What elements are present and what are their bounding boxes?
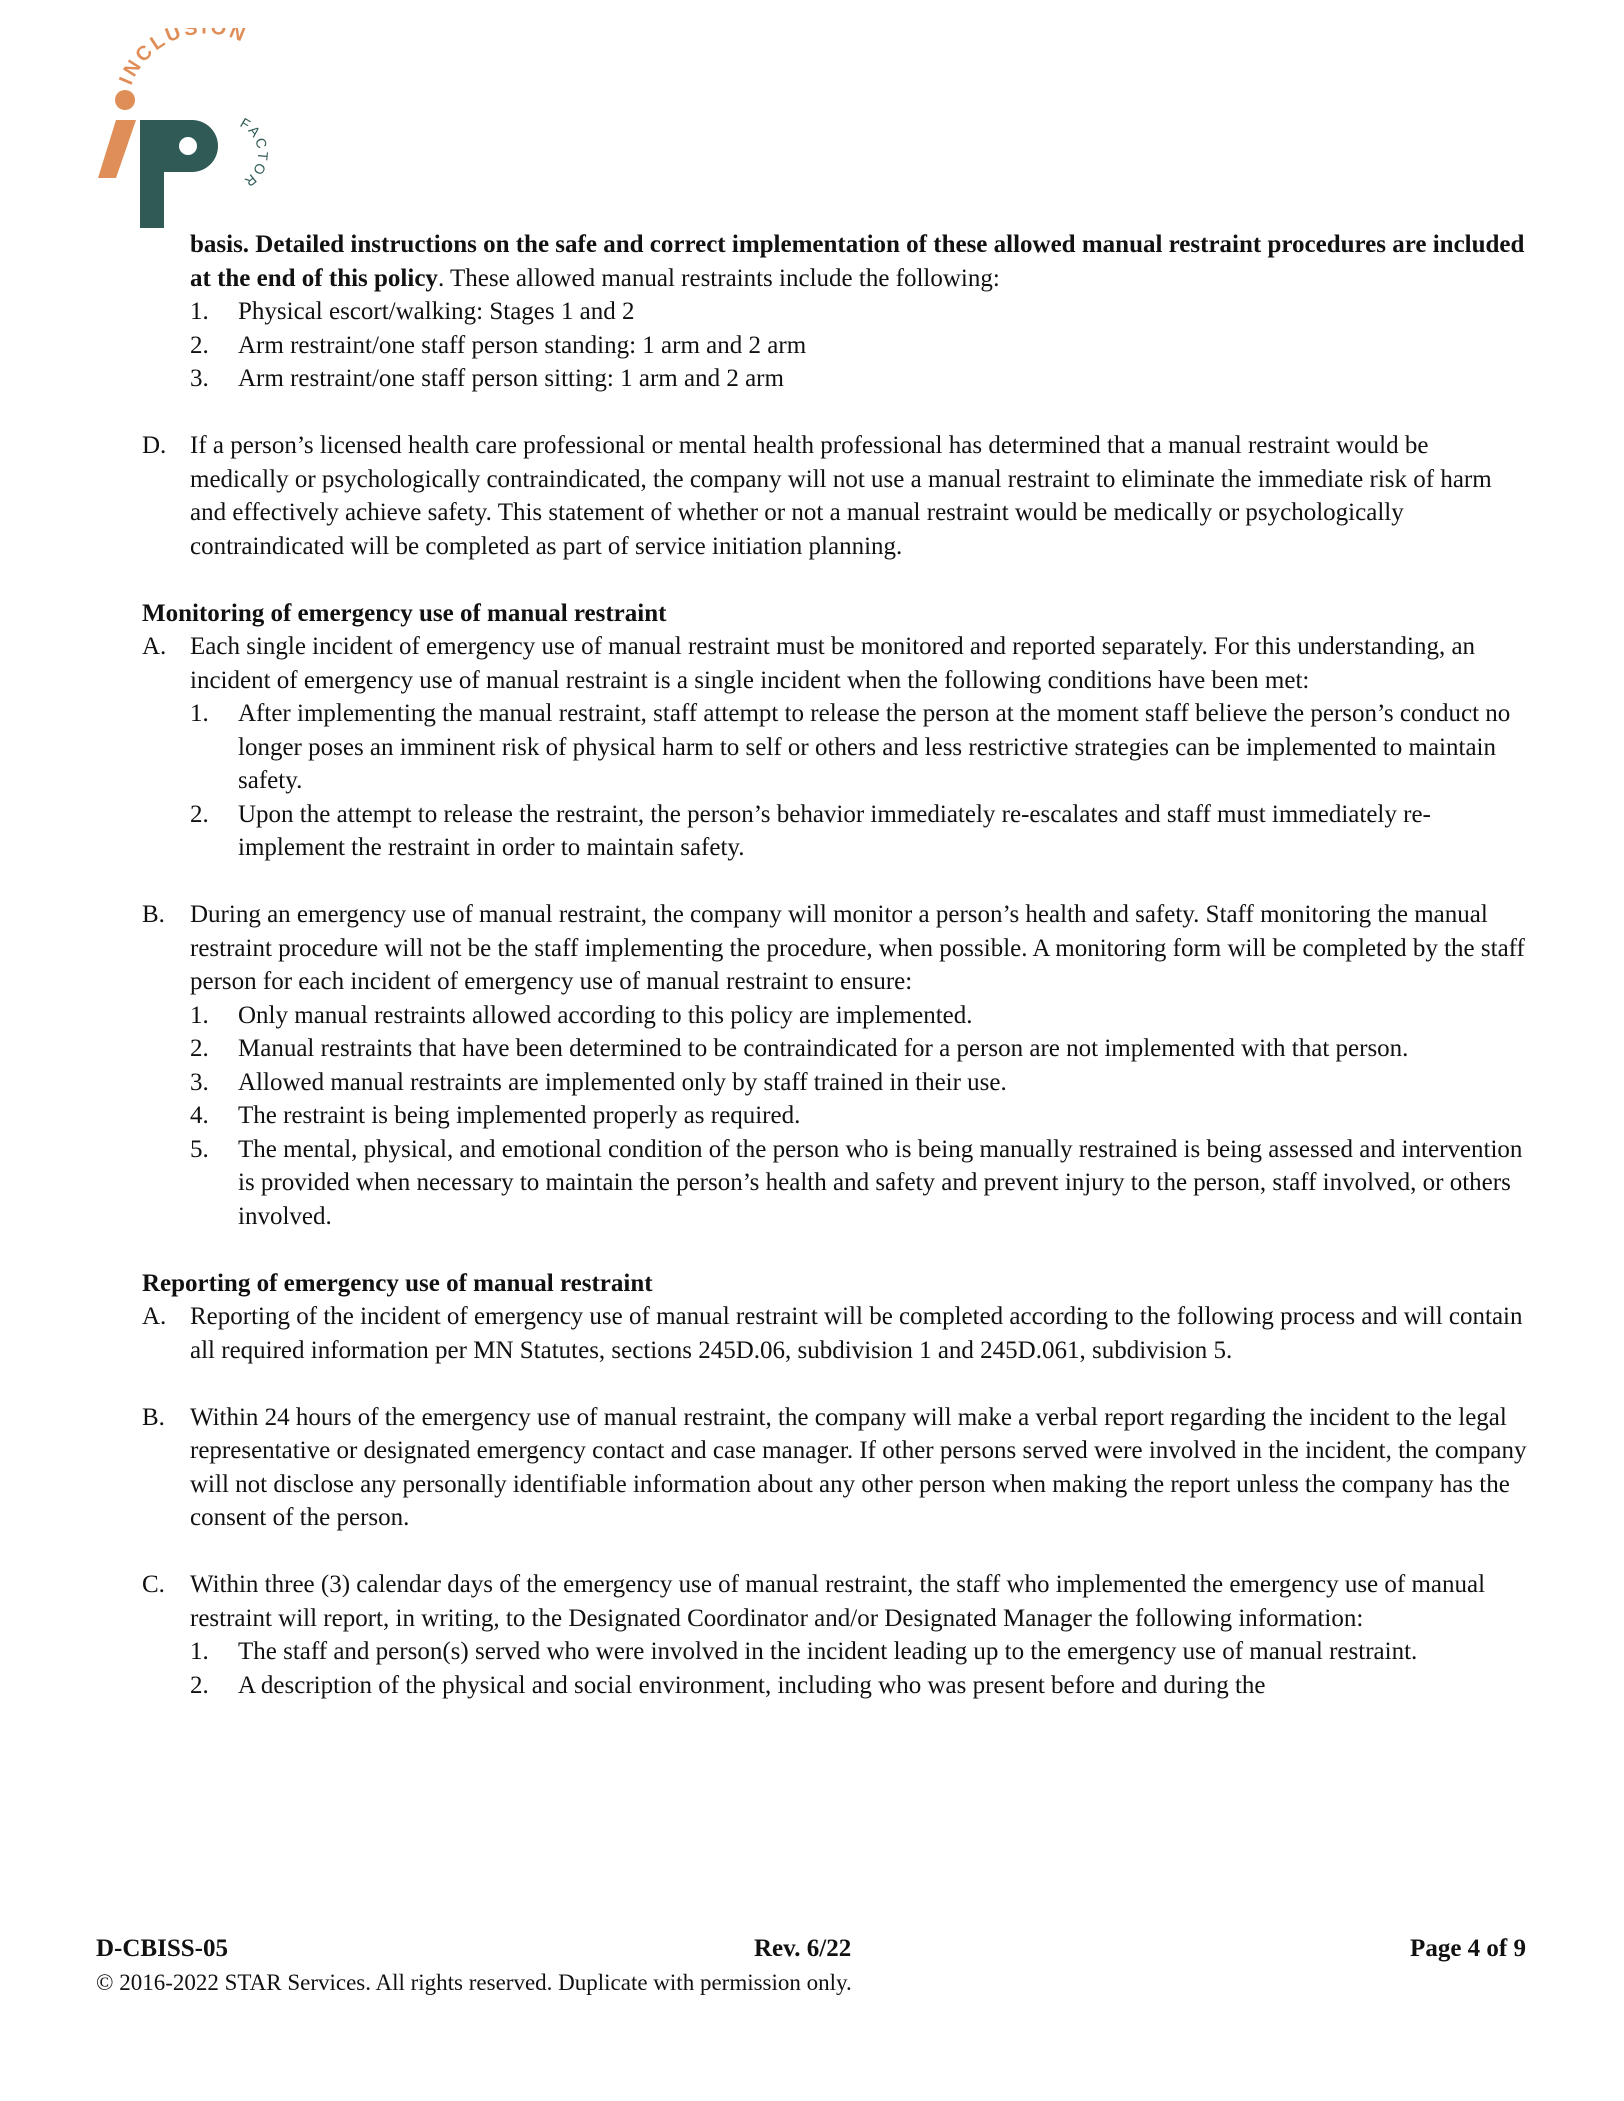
- list-item: 2. Manual restraints that have been determined to be contraindicated for a person are not implemented with that person.: [190, 1035, 1409, 1062]
- logo-dot: [115, 90, 135, 110]
- logo-text-top: INCLUS ON: [115, 28, 251, 88]
- reporting-a: A. Reporting of the incident of emergency use of manual restraint will be completed according to the following process and will contain all required information per MN Statutes, sections 245D.06, subdivision 1 and 245D.061, subdivision 5.: [142, 1303, 1523, 1364]
- intro-text: . These allowed manual restraints include the following:: [437, 264, 1000, 292]
- logo-i-stem: [98, 120, 136, 178]
- svg-text:FACTOR: [238, 114, 272, 191]
- allowed-restraints-list: [190, 295, 1530, 396]
- intro-bold: basis. Detailed instructions on the safe and correct implementation of these allowed manual restraint procedures are included at the end of this policy: [190, 231, 1525, 292]
- list-item: 2. Arm restraint/one staff person standing: 1 arm and 2 arm: [190, 331, 807, 359]
- logo-text-side: FACTOR: [237, 114, 272, 192]
- copyright-notice: © 2016-2022 STAR Services. All rights reserved. Duplicate with permission only.: [96, 1970, 852, 1995]
- list-item: 5. The mental, physical, and emotional condition of the person who is being manually restrained is being assessed and intervention is provided when necessary to maintain the person’s health and safety and prevent injury to the person, staff involved, or others involved.: [190, 1135, 1523, 1230]
- intro-paragraph: [190, 228, 1530, 295]
- list-item: 3. Allowed manual restraints are implemented only by staff trained in their use.: [190, 1068, 1007, 1096]
- reporting-c-list: [190, 1635, 1530, 1702]
- monitoring-a: A. Each single incident of emergency use of manual restraint must be monitored and reported separately. For this understanding, an incident of emergency use of manual restraint is a single incident when the following conditions have been met: 1. After implementing the manual restraint, staff attempt to release the person at the moment staff believe the person’s conduct no longer poses an imminent risk of physical harm to self or others and less restrictive strategies can be implemented to maintain safety. 2. Upon the attempt to release the restraint, the person’s behavior immediately re-escalates and staff must immediately re-implement the restraint in order to maintain safety.: [142, 630, 1530, 865]
- document-id: D-CBISS-05: [96, 1935, 228, 1962]
- monitoring-b: B. During an emergency use of manual restraint, the company will monitor a person’s health and safety. Staff monitoring the manual restraint procedure will not be the staff implementing the procedure, when possible. A monitoring form will be completed by the staff person for each incident of emergency use of manual restraint to ensure: 1. Only manual restraints allowed according to this policy are implemented. 2. Manual restraints that have been determined to be contraindicated for a person are not implemented with that person. 3. Allowed manual restraints are implemented only by staff trained in their use. 4. The restraint is being implemented properly as required. 5. The mental, physical, and emotional condition of the person who is being manually restrained is being assessed and intervention is provided when necessary to maintain the person’s health and safety and prevent injury to the person, staff involved, or others involved.: [142, 898, 1530, 1233]
- reporting-heading: Reporting of emergency use of manual restraint: [142, 1269, 653, 1297]
- list-item: 1. Physical escort/walking: Stages 1 and 2: [190, 298, 635, 325]
- page-number: Page 4 of 9: [1410, 1935, 1526, 1962]
- logo-p-stem: [140, 120, 164, 228]
- item-d: D. If a person’s licensed health care professional or mental health professional has determined that a manual restraint would be medically or psychologically contraindicated, the company will not use a manual restraint to eliminate the immediate risk of harm and effectively achieve safety. This statement of whether or not a manual restraint would be medically or psychologically contraindicated will be completed as part of service initiation planning.: [142, 432, 1492, 560]
- revision-label: Rev. 6/22: [754, 1935, 852, 1962]
- list-item: 3. Arm restraint/one staff person sitting: 1 arm and 2 arm: [190, 365, 784, 392]
- monitoring-a-list: [190, 697, 1530, 865]
- monitoring-b-list: [190, 999, 1530, 1234]
- monitoring-heading: Monitoring of emergency use of manual restraint: [142, 599, 667, 627]
- list-item: 4. The restraint is being implemented properly as required.: [190, 1102, 801, 1129]
- inclusion-factor-logo: [96, 28, 306, 228]
- list-item: 1. Only manual restraints allowed according to this policy are implemented.: [190, 1001, 973, 1029]
- logo-graphic: [96, 28, 306, 228]
- svg-text:INCLUSION: [115, 28, 251, 88]
- reporting-c: C. Within three (3) calendar days of the emergency use of manual restraint, the staff who implemented the emergency use of manual restraint will report, in writing, to the Designated Coordinator and/or Designated Manager the following information: 1. The staff and person(s) served who were involved in the incident leading up to the emergency use of manual restraint. 2. A description of the physical and social environment, including who was present before and during the: [142, 1568, 1530, 1702]
- policy-body: [142, 228, 1530, 1702]
- logo-p-hole: [179, 137, 197, 155]
- list-item: 2. Upon the attempt to release the restraint, the person’s behavior immediately re-escalates and staff must immediately re-implement the restraint in order to maintain safety.: [190, 800, 1431, 861]
- page-footer: [96, 1935, 1526, 1996]
- list-item: 2. A description of the physical and social environment, including who was present before and during the: [190, 1671, 1266, 1699]
- list-item: 1. After implementing the manual restraint, staff attempt to release the person at the moment staff believe the person’s conduct no longer poses an imminent risk of physical harm to self or others and less restrictive strategies can be implemented to maintain safety.: [190, 700, 1511, 794]
- list-item: 1. The staff and person(s) served who were involved in the incident leading up to the emergency use of manual restraint.: [190, 1638, 1418, 1665]
- reporting-b: B. Within 24 hours of the emergency use of manual restraint, the company will make a verbal report regarding the incident to the legal representative or designated emergency contact and case manager. If other persons served were involved in the incident, the company will not disclose any personally identifiable information about any other person when making the report unless the company has the consent of the person.: [142, 1403, 1527, 1531]
